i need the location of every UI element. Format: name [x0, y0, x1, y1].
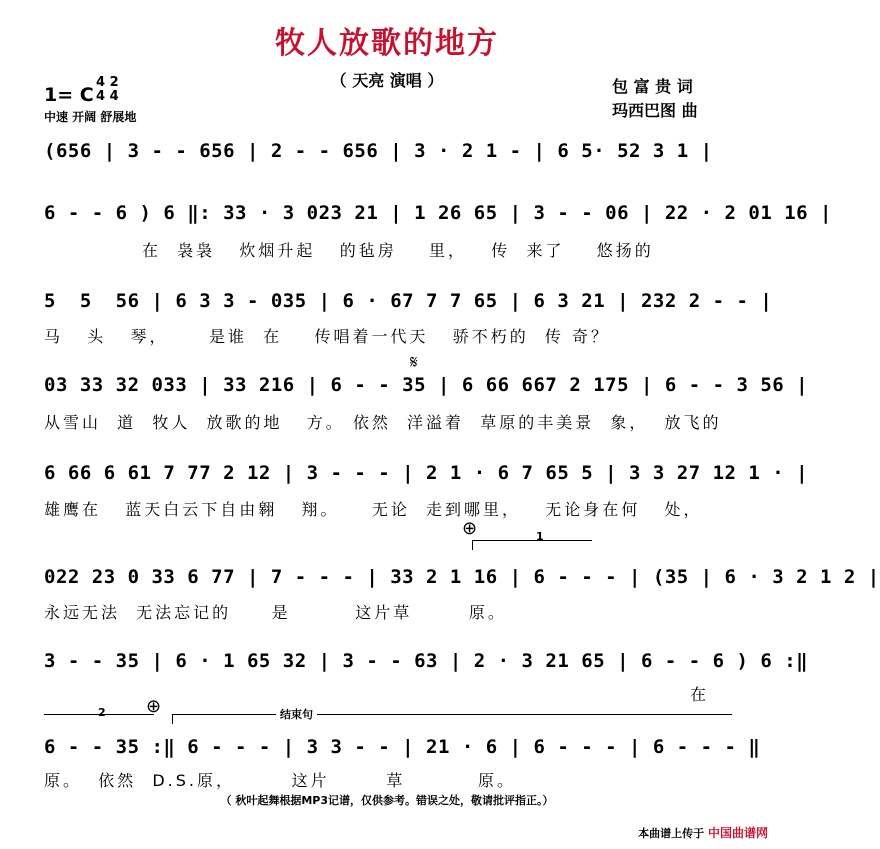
lyric-line-3: 马 头 琴， 是谁 在 传唱着一代天 骄不朽的 传 奇？ [44, 327, 610, 346]
score-line-1: (656 | 3 - - 656 | 2 - - 656 | 3 · 2 1 - | 6 5· 52 3 1 | [44, 140, 713, 162]
transcriber-footnote: （ 秋叶起舞根据MP3记谱，仅供参考。错误之处，敬请批评指正。） [220, 794, 554, 807]
score-line-8: 6 - - 35 :‖ 6 - - - | 3 3 - - | 21 · 6 | 6 - - - | 6 - - - ‖ [44, 736, 761, 758]
lyric-line-4: 从雪山 道 牧人 放歌的地 方。 依然 洋溢着 草原的丰美景 象， 放飞的 [44, 413, 722, 432]
score-line-2: 6 - - 6 ) 6 ‖: 33 · 3 023 21 | 1 26 65 | 3 - - 06 | 22 · 2 01 16 | [44, 202, 832, 224]
lyric-line-2: 在 袅袅 炊烟升起 的毡房 里， 传 来了 悠扬的 [142, 241, 654, 260]
song-title: 牧人放歌的地方 [275, 26, 499, 61]
score-line-6: 022 23 0 33 6 77 | 7 - - - | 33 2 1 16 | 6 - - - | (35 | 6 · 3 2 1 2 | [44, 566, 880, 588]
coda-bracket-left [172, 714, 173, 724]
source-prefix: 本曲谱上传于 [638, 827, 705, 840]
lyric-line-6: 永远无法 无法忘记的 是 这片草 原。 [44, 603, 507, 622]
volta-2-number: 2 [98, 706, 106, 719]
composer: 玛西巴图 曲 [612, 101, 698, 120]
score-line-4: 03 33 32 033 | 33 216 | 6 - - 35 | 6 66 667 2 175 | 6 - - 3 56 | [44, 374, 809, 396]
source-brand: 中国曲谱网 [707, 826, 768, 840]
coda-bracket [172, 714, 732, 715]
coda-icon-2: ⊕ [146, 696, 162, 717]
score-line-5: 6 66 6 61 7 77 2 12 | 3 - - - | 2 1 · 6 7 65 5 | 3 3 27 12 1 · | [44, 462, 809, 484]
lyricist: 包 富 贵 词 [612, 77, 693, 96]
time-signature: 4 2 4 4 [96, 75, 119, 104]
volta-bracket-1 [472, 540, 592, 541]
lyric-line-5: 雄鹰在 蓝天白云下自由翱 翔。 无论 走到哪里， 无论身在何 处， [44, 500, 703, 519]
performer-line: （ 天亮 演唱 ） [330, 71, 444, 90]
score-line-7: 3 - - 35 | 6 · 1 65 32 | 3 - - 63 | 2 · 3 21 65 | 6 - - 6 ) 6 :‖ [44, 650, 809, 672]
source-credit [638, 824, 768, 841]
key-signature: 1= C [44, 84, 94, 106]
volta-bracket-1-left [472, 540, 473, 550]
tempo-marking: 中速 开阔 舒展地 [44, 110, 137, 124]
segno-icon: 𝄋 [410, 352, 418, 373]
lyric-line-8: 原。 依然 D.S.原， 这片 草 原。 [44, 771, 516, 790]
volta-1-number: 1 [536, 530, 544, 543]
coda-icon: ⊕ [462, 518, 478, 539]
coda-label: 结束句 [276, 706, 317, 722]
score-line-3: 5 5 56 | 6 3 3 - 035 | 6 · 67 7 7 65 | 6 3 21 | 232 2 - - | [44, 290, 773, 312]
lyric-line-7: 在 [690, 685, 710, 704]
